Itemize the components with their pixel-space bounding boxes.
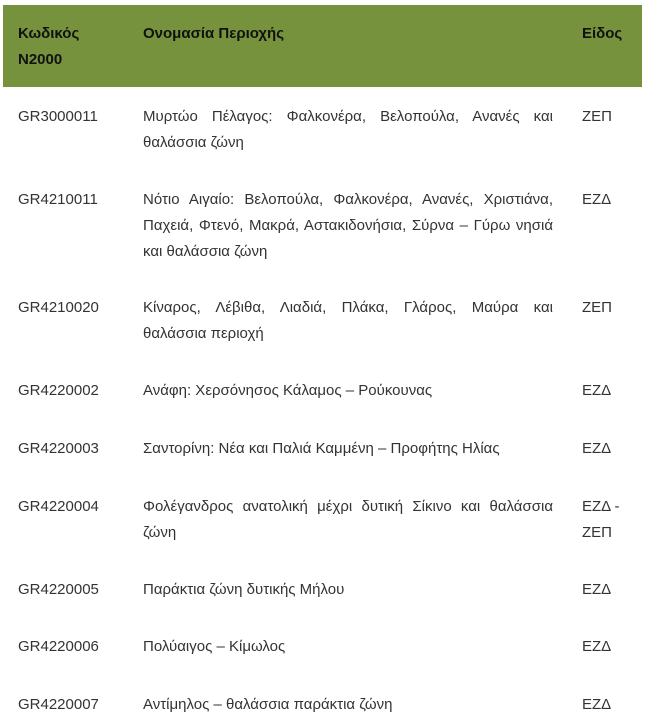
- cell-name: Φολέγανδρος ανατολική μέχρι δυτική Σίκινο και θαλάσσια ζώνη: [143, 498, 553, 541]
- cell-type: ΖΕΠ: [582, 299, 612, 316]
- cell-type: ΕΖΔ: [582, 382, 612, 399]
- cell-name: Ανάφη: Χερσόνησος Κάλαμος – Ρούκουνας: [143, 382, 433, 399]
- cell-name: Πολύαιγος – Κίμωλος: [143, 638, 286, 655]
- header-name: Ονομασία Περιοχής: [143, 25, 285, 42]
- cell-code: GR4210020: [18, 299, 99, 316]
- header-code: Κωδικός N2000: [18, 25, 80, 68]
- header-type: Είδος: [582, 25, 623, 42]
- cell-name: Κίναρος, Λέβιθα, Λιαδιά, Πλάκα, Γλάρος, Μαύρα και θαλάσσια περιοχή: [143, 299, 553, 342]
- cell-code: GR4210011: [18, 191, 98, 208]
- cell-type: ΕΖΔ: [582, 581, 612, 598]
- cell-type: ΖΕΠ: [582, 108, 612, 125]
- cell-type: ΕΖΔ: [582, 191, 612, 208]
- cell-code: GR4220005: [18, 581, 99, 598]
- natura-sites-table: [3, 5, 642, 713]
- cell-name: Αντίμηλος – θαλάσσια παράκτια ζώνη: [143, 696, 393, 713]
- cell-code: GR4220007: [18, 696, 99, 713]
- table-header: [3, 5, 642, 87]
- cell-code: GR3000011: [18, 108, 98, 125]
- cell-type: ΕΖΔ: [582, 638, 612, 655]
- cell-name: Νότιο Αιγαίο: Βελοπούλα, Φαλκονέρα, Ανανές, Χριστιάνα, Παχειά, Φτενό, Μακρά, Αστακιδονήσια, Σύρνα – Γύρω νησιά και θαλάσσια ζώνη: [143, 191, 553, 260]
- cell-code: GR4220003: [18, 440, 99, 457]
- cell-code: GR4220006: [18, 638, 99, 655]
- cell-code: GR4220002: [18, 382, 99, 399]
- cell-name: Σαντορίνη: Νέα και Παλιά Καμμένη – Προφήτης Ηλίας: [143, 440, 500, 457]
- cell-type: ΕΖΔ: [582, 440, 612, 457]
- cell-type: ΕΖΔ: [582, 696, 612, 713]
- cell-name: Παράκτια ζώνη δυτικής Μήλου: [143, 581, 345, 598]
- cell-code: GR4220004: [18, 498, 99, 515]
- cell-type: ΕΖΔ - ΖΕΠ: [582, 498, 620, 541]
- cell-name: Μυρτώο Πέλαγος: Φαλκονέρα, Βελοπούλα, Ανανές και θαλάσσια ζώνη: [143, 108, 553, 151]
